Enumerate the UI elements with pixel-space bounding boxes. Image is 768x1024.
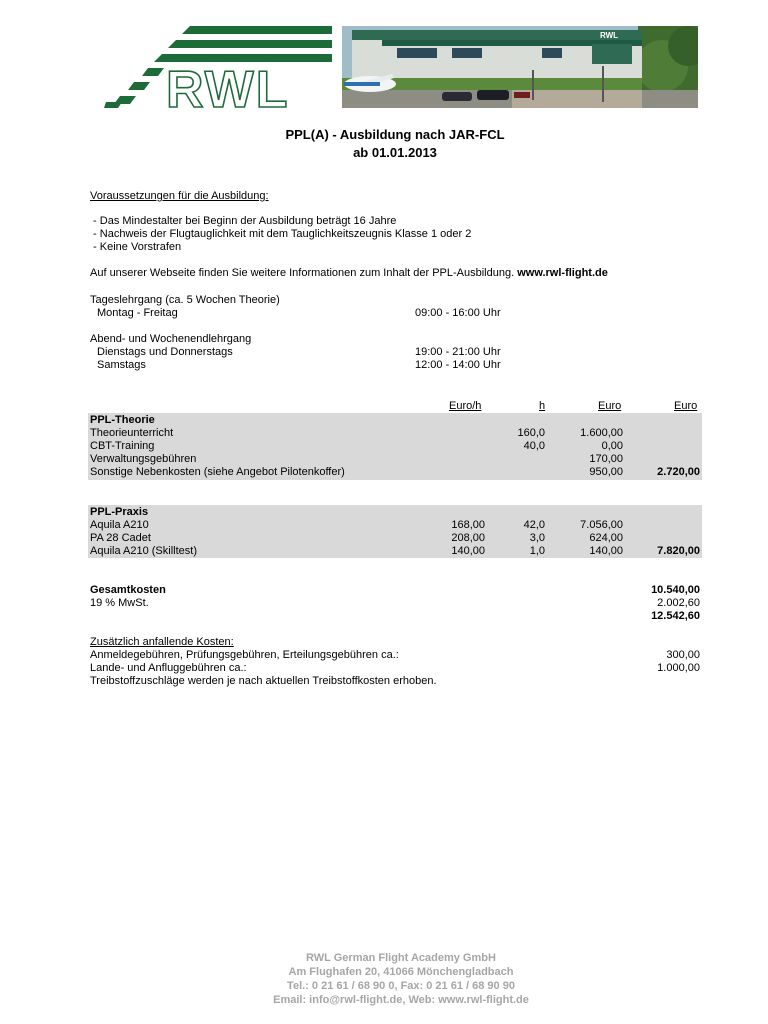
table-row xyxy=(0,466,768,479)
requirements-heading: Voraussetzungen für die Ausbildung: xyxy=(90,190,269,202)
cost-hours: 42,0 xyxy=(523,519,545,531)
cost-euro: 1.600,00 xyxy=(580,427,623,439)
requirements-item: - Keine Vorstrafen xyxy=(90,241,182,253)
additional-costs-heading: Zusätzlich anfallende Kosten: xyxy=(90,636,234,648)
evening-course-time: 19:00 - 21:00 Uhr xyxy=(415,346,501,358)
cost-euro: 624,00 xyxy=(589,532,623,544)
table-row xyxy=(0,440,768,453)
total-value: 10.540,00 xyxy=(651,584,700,596)
cost-label: CBT-Training xyxy=(90,440,155,452)
additional-cost-value: 300,00 xyxy=(666,649,700,661)
table-row xyxy=(0,453,768,466)
fuel-surcharge-note: Treibstoffzuschläge werden je nach aktuellen Treibstoffkosten erhoben. xyxy=(90,675,437,687)
title-line-1: PPL(A) - Ausbildung nach JAR-FCL xyxy=(285,127,505,142)
evening-course-days: Samstags xyxy=(97,359,146,371)
cost-euro: 0,00 xyxy=(601,440,623,452)
cost-hours: 160,0 xyxy=(517,427,545,439)
cost-label: Verwaltungsgebühren xyxy=(90,453,197,465)
grand-total-value: 12.542,60 xyxy=(651,610,700,622)
column-header-hours: h xyxy=(539,400,546,412)
requirements-item: - Das Mindestalter bei Beginn der Ausbildung beträgt 16 Jahre xyxy=(90,215,397,227)
evening-course-title: Abend- und Wochenendlehrgang xyxy=(90,333,252,345)
table-row xyxy=(0,532,768,545)
cost-euro: 950,00 xyxy=(589,466,623,478)
building-sign-text: RWL xyxy=(600,31,619,40)
table-row xyxy=(0,649,768,662)
day-course-time: 09:00 - 16:00 Uhr xyxy=(415,307,501,319)
evening-course-time: 12:00 - 14:00 Uhr xyxy=(415,359,501,371)
cost-rate: 140,00 xyxy=(451,545,485,557)
vat-row xyxy=(0,597,768,610)
cost-euro: 140,00 xyxy=(589,545,623,557)
day-course-days: Montag - Freitag xyxy=(97,307,178,319)
requirements-item: - Nachweis der Flugtauglichkeit mit dem Tauglichkeitszeugnis Klasse 1 oder 2 xyxy=(90,228,472,240)
document-title xyxy=(0,126,768,162)
website-note xyxy=(90,267,608,280)
footer xyxy=(0,951,768,1007)
rwl-logo xyxy=(104,26,336,110)
column-header-total: Euro xyxy=(674,400,698,412)
footer-company: RWL German Flight Academy GmbH xyxy=(306,952,496,964)
cost-subtotal: 2.720,00 xyxy=(657,466,700,478)
additional-cost-value: 1.000,00 xyxy=(657,662,700,674)
vat-label: 19 % MwSt. xyxy=(90,597,149,609)
cost-hours: 3,0 xyxy=(529,532,545,544)
cost-hours: 1,0 xyxy=(529,545,545,557)
table-row xyxy=(0,662,768,675)
cost-label: PA 28 Cadet xyxy=(90,532,151,544)
cost-rate: 208,00 xyxy=(451,532,485,544)
column-header-rate: Euro/h xyxy=(449,400,482,412)
grand-total-row xyxy=(0,610,768,623)
cost-subtotal: 7.820,00 xyxy=(657,545,700,557)
website-note-text: Auf unserer Webseite finden Sie weitere Informationen zum Inhalt der PPL-Ausbildung. xyxy=(90,267,518,279)
day-course-title: Tageslehrgang (ca. 5 Wochen Theorie) xyxy=(90,294,280,306)
additional-cost-label: Lande- und Anfluggebühren ca.: xyxy=(90,662,247,674)
footer-phone: Tel.: 0 21 61 / 68 90 0, Fax: 0 21 61 / 68 90 90 xyxy=(287,980,515,992)
practice-section-title: PPL-Praxis xyxy=(90,506,149,518)
table-row xyxy=(0,519,768,532)
logo-text: RWL xyxy=(166,61,290,110)
footer-contact: Email: info@rwl-flight.de, Web: www.rwl-flight.de xyxy=(273,994,529,1006)
table-row xyxy=(0,427,768,440)
total-row xyxy=(0,584,768,597)
title-line-2: ab 01.01.2013 xyxy=(353,145,437,160)
theory-section-title: PPL-Theorie xyxy=(90,414,155,426)
evening-course-days: Dienstags und Donnerstags xyxy=(97,346,233,358)
cost-label: Theorieunterricht xyxy=(90,427,174,439)
cost-label: Aquila A210 xyxy=(90,519,149,531)
column-header-euro: Euro xyxy=(598,400,622,412)
academy-building-photo xyxy=(342,26,698,108)
cost-euro: 170,00 xyxy=(589,453,623,465)
total-label: Gesamtkosten xyxy=(90,584,166,596)
cost-hours: 40,0 xyxy=(523,440,545,452)
additional-cost-label: Anmeldegebühren, Prüfungsgebühren, Erteilungsgebühren ca.: xyxy=(90,649,399,661)
cost-euro: 7.056,00 xyxy=(580,519,623,531)
cost-rate: 168,00 xyxy=(451,519,485,531)
cost-label: Sonstige Nebenkosten (siehe Angebot Pilotenkoffer) xyxy=(90,466,345,478)
table-row xyxy=(0,545,768,558)
cost-label: Aquila A210 (Skilltest) xyxy=(90,545,197,557)
website-link[interactable]: www.rwl-flight.de xyxy=(517,267,608,279)
footer-address: Am Flughafen 20, 41066 Mönchengladbach xyxy=(288,966,514,978)
vat-value: 2.002,60 xyxy=(657,597,700,609)
